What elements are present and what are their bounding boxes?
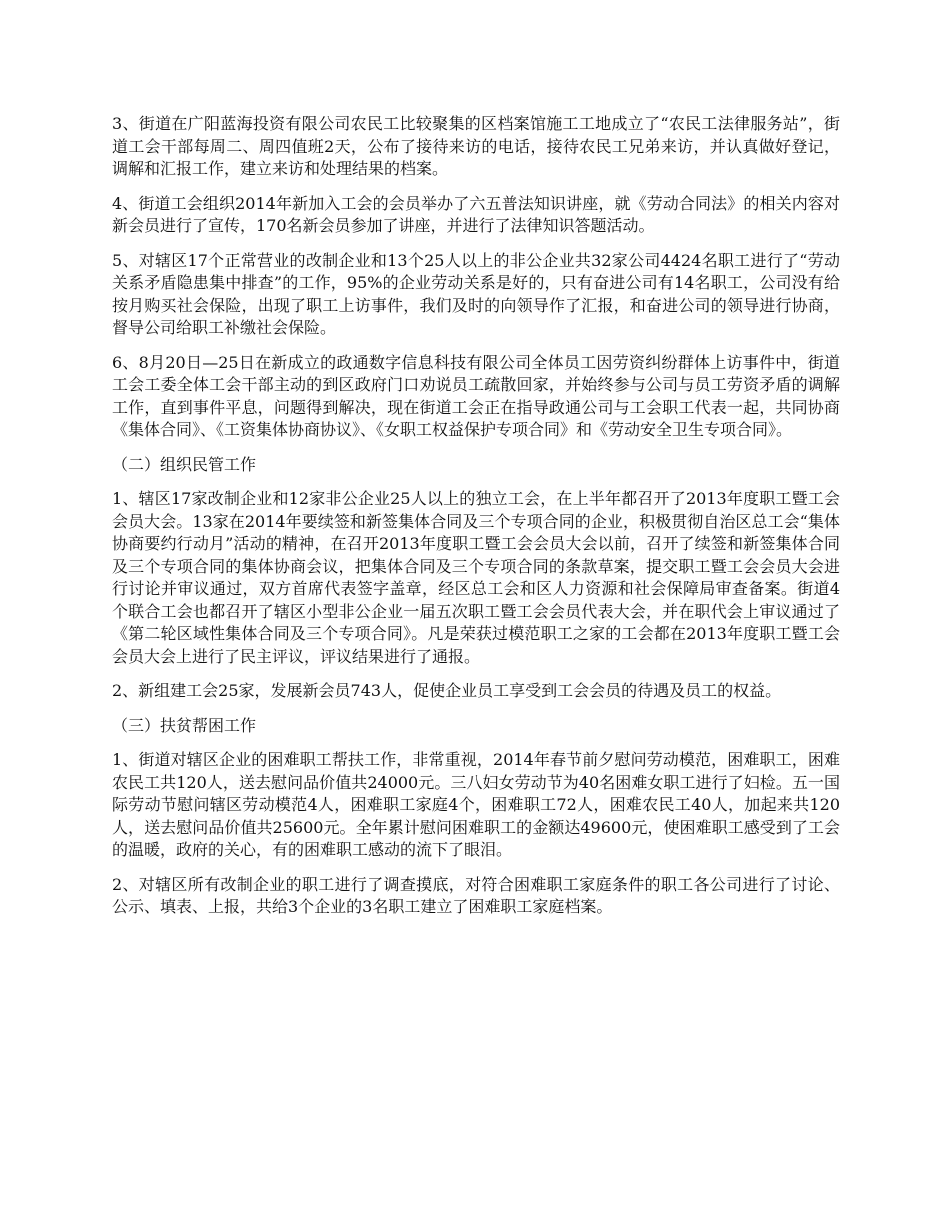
section-heading-poverty-relief: （三）扶贫帮困工作 <box>112 715 257 735</box>
paragraph-new-unions: 2、新组建工会25家，发展新会员743人，促使企业员工享受到工会会员的待遇及员工的权益。 <box>112 681 782 700</box>
paragraph-hardship-files: 2、对辖区所有改制企业的职工进行了调查摸底，对符合困难职工家庭条件的职工各公司进行了讨论、公示、填表、上报，共给3个企业的3名职工建立了困难职工家庭档案。 <box>112 874 840 916</box>
paragraph-dispute-mediation: 6、8月20日—25日在新成立的政通数字信息科技有限公司全体员工因劳资纠纷群体上访事件中，街道工会工委全体工会干部主动的到区政府门口劝说员工疏散回家，并始终参与公司与员工劳资矛盾的调解工作，直到事件平息，问题得到解决，现在街道工会正在指导政通公司与工会职工代表一起，共同协商《集体合同》、《工资集体协商协议》、《女职工权益保护专项合同》和《劳动安全卫生专项合同》。 <box>112 352 840 439</box>
paragraph-labor-investigation: 5、对辖区17个正常营业的改制企业和13个25人以上的非公企业共32家公司4424名职工进行了“劳动关系矛盾隐患集中排查”的工作，95%的企业劳动关系是好的，只有奋进公司有14名职工，公司没有给按月购买社会保险，出现了职工上访事件，我们及时的向领导作了汇报，和奋进公司的领导进行协商，督导公司给职工补缴社会保险。 <box>112 250 840 337</box>
document-body <box>112 113 840 931</box>
paragraph-relief-visits: 1、街道对辖区企业的困难职工帮扶工作，非常重视，2014年春节前夕慰问劳动模范，困难职工，困难农民工共120人，送去慰问品价值共24000元。三八妇女劳动节为40名困难女职工进行了妇检。五一国际劳动节慰问辖区劳动模范4人，困难职工家庭4个，困难职工72人，困难农民工40人，加起来共120人，送去慰问品价值共25600元。全年累计慰问困难职工的金额达49600元，使困难职工感受到了工会的温暖，政府的关心，有的困难职工感动的流下了眼泪。 <box>112 750 840 859</box>
section-heading-democratic-management: （二）组织民管工作 <box>112 454 257 474</box>
paragraph-street-legal-station: 3、街道在广阳蓝海投资有限公司农民工比较聚集的区档案馆施工工地成立了“农民工法律服务站”，街道工会干部每周二、周四值班2天，公布了接待来访的电话，接待农民工兄弟来访，并认真做好登记，调解和汇报工作，建立来访和处理结果的档案。 <box>112 114 840 178</box>
paragraph-law-lecture: 4、街道工会组织2014年新加入工会的会员举办了六五普法知识讲座，就《劳动合同法》的相关内容对新会员进行了宣传，170名新会员参加了讲座，并进行了法律知识答题活动。 <box>112 193 840 235</box>
paragraph-union-meetings: 1、辖区17家改制企业和12家非公企业25人以上的独立工会，在上半年都召开了2013年度职工暨工会会员大会。13家在2014年要续签和新签集体合同及三个专项合同的企业，积极贯彻自治区总工会“集体协商要约行动月”活动的精神，在召开2013年度职工暨工会会员大会以前，召开了续签和新签集体合同及三个专项合同的集体协商会议，把集体合同及三个专项合同的条款草案，提交职工暨工会会员大会进行讨论并审议通过，双方首席代表签字盖章，经区总工会和区人力资源和社会保障局审查备案。街道4个联合工会也都召开了辖区小型非公企业一届五次职工暨工会会员代表大会，并在职代会上审议通过了《第二轮区域性集体合同及三个专项合同》。凡是荣获过模范职工之家的工会都在2013年度职工暨工会会员大会上进行了民主评议，评议结果进行了通报。 <box>112 489 840 666</box>
